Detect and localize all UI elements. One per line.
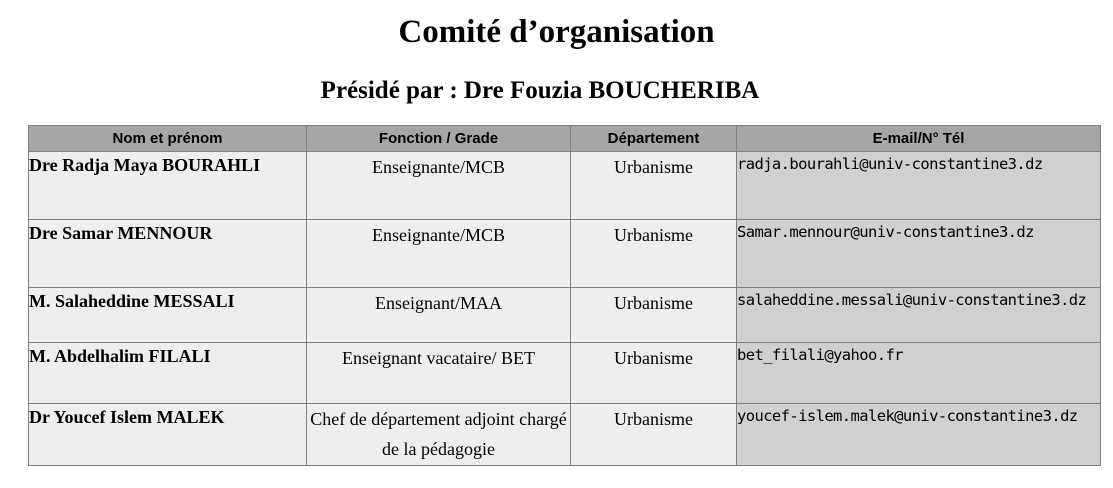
member-departement: Urbanisme [571,343,737,404]
document-subtitle: Présidé par : Dre Fouzia BOUCHERIBA [320,77,760,104]
member-name: Dr Youcef Islem MALEK [29,404,307,466]
member-email: Samar.mennour@univ-constantine3.dz [737,220,1101,288]
header-name: Nom et prénom [29,126,307,152]
committee-table [28,125,1101,466]
header-email: E-mail/N° Tél [737,126,1101,152]
member-fonction: Chef de département adjoint chargé de la pédagogie [307,404,571,466]
table-row [29,343,1101,404]
table-row [29,288,1101,343]
member-name: Dre Samar MENNOUR [29,220,307,288]
table-header-row [29,126,1101,152]
table-row [29,220,1101,288]
member-departement: Urbanisme [571,288,737,343]
member-email: radja.bourahli@univ-constantine3.dz [737,152,1101,220]
member-departement: Urbanisme [571,152,737,220]
header-departement: Département [571,126,737,152]
document-title: Comité d’organisation [398,14,715,50]
member-email: bet_filali@yahoo.fr [737,343,1101,404]
member-departement: Urbanisme [571,404,737,466]
member-fonction: Enseignante/MCB [307,152,571,220]
member-departement: Urbanisme [571,220,737,288]
member-fonction: Enseignante/MCB [307,220,571,288]
member-name: M. Abdelhalim FILALI [29,343,307,404]
member-email: salaheddine.messali@univ-constantine3.dz [737,288,1101,343]
member-email: youcef-islem.malek@univ-constantine3.dz [737,404,1101,466]
table-row [29,404,1101,466]
table-row [29,152,1101,220]
member-name: Dre Radja Maya BOURAHLI [29,152,307,220]
header-fonction: Fonction / Grade [307,126,571,152]
member-fonction: Enseignant/MAA [307,288,571,343]
member-name: M. Salaheddine MESSALI [29,288,307,343]
member-fonction: Enseignant vacataire/ BET [307,343,571,404]
